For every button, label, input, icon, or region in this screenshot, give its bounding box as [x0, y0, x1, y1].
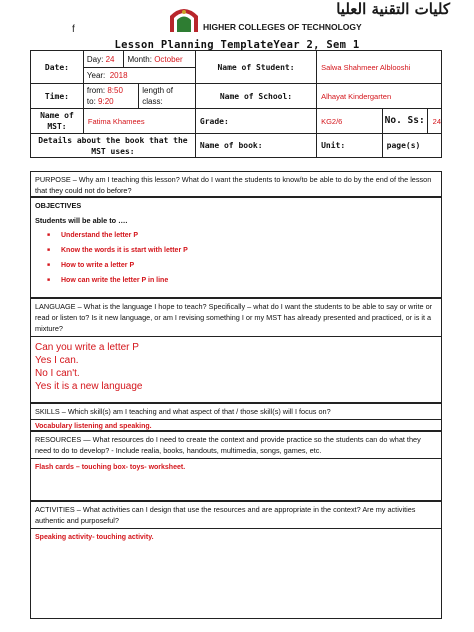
student-label: Name of Student:: [195, 51, 316, 84]
language-line: No I can't.: [35, 368, 80, 379]
mst-value: Fatima Khamees: [83, 109, 195, 134]
logo-emblem-icon: [166, 2, 202, 34]
skills-heading: SKILLS – Which skill(s) am I teaching and what aspect of that / those skill(s) will I focus on?: [31, 404, 441, 420]
lesson-info-table: [30, 50, 442, 158]
objectives-list: [31, 228, 441, 288]
nss-cell: [382, 109, 441, 134]
objective-item: ■ Know the words it is start with letter P: [61, 243, 441, 258]
month-label: Month:: [127, 54, 152, 64]
activities-answer: Speaking activity- touching activity.: [35, 534, 154, 541]
book-name-label: Name of book:: [195, 134, 316, 158]
nss-value: 24: [432, 116, 441, 126]
objective-item: ■ Understand the letter P: [61, 228, 441, 243]
resources-heading: RESOURCES — What resources do I need to create the context and provide practice so the students can do what they need to do to develop? - Include realia, books, handouts, multimedia, songs, games, etc.: [31, 432, 441, 459]
book-details-label: Details about the book that the MST uses:: [31, 134, 196, 158]
resources-section: [30, 431, 442, 501]
language-heading: LANGUAGE – What is the language I hope to teach? Specifically – what do I want the students to be able to say or write or read or listen to? Is it new language, or am I revising something I or my MST has already presented and practiced, or is it a mixture?: [31, 299, 441, 337]
skills-answer: Vocabulary listening and speaking.: [35, 423, 152, 430]
year-label: Year:: [86, 71, 106, 80]
logo-english-text: HIGHER COLLEGES OF TECHNOLOGY: [203, 22, 362, 32]
from-label: from:: [86, 86, 106, 95]
unit-label: Unit:: [317, 134, 383, 158]
date-label: Date:: [31, 51, 84, 84]
date-cell: [83, 51, 195, 84]
document-title: Lesson Planning TemplateYear 2, Sem 1: [114, 39, 360, 51]
mst-label: Name of MST:: [31, 109, 84, 134]
objective-item: ■ How can write the letter P in line: [61, 273, 441, 288]
objective-item: ■ How to write a letter P: [61, 258, 441, 273]
year-value: 2018: [109, 71, 128, 80]
skills-section: [30, 403, 442, 431]
language-line: Can you write a letter P: [35, 342, 139, 353]
school-value: Alhayat Kindergarten: [317, 84, 442, 109]
purpose-section: [30, 171, 442, 197]
language-line: Yes it is a new language: [35, 381, 143, 392]
school-label: Name of School:: [195, 84, 316, 109]
grade-value: KG2/6: [317, 109, 383, 134]
purpose-heading: PURPOSE – Why am I teaching this lesson? What do I want the students to know/to be able to do by the end of the lesson that they could not do before?: [35, 175, 432, 195]
language-answer: [31, 337, 441, 397]
day-label: Day:: [86, 54, 104, 64]
logo-arabic-text: كليات التقنية العليا: [336, 0, 450, 18]
grade-label: Grade:: [195, 109, 316, 134]
nss-label: No. Ss:: [383, 109, 428, 133]
objectives-heading: OBJECTIVES: [35, 201, 82, 210]
objectives-section: [30, 197, 442, 298]
college-logo: [166, 2, 202, 34]
to-value: 9:20: [98, 97, 114, 106]
month-value: October: [154, 54, 183, 64]
resources-answer: Flash cards – touching box- toys- worksheet.: [35, 464, 186, 471]
corner-mark: f: [72, 24, 75, 35]
day-value: 24: [105, 54, 115, 64]
time-cell: [83, 84, 195, 109]
language-section: [30, 298, 442, 403]
from-value: 8:50: [107, 86, 123, 95]
student-value: Salwa Shahmeer Alblooshi: [317, 51, 442, 84]
objectives-intro: Students will be able to ….: [35, 216, 128, 225]
time-label: Time:: [31, 84, 84, 109]
activities-section: [30, 501, 442, 619]
activities-heading: ACTIVITIES – What activities can I design that use the resources and are appropriate in the context? Are my activities authentic and purposeful?: [31, 502, 441, 529]
length-label: length of class:: [142, 86, 173, 106]
language-line: Yes I can.: [35, 355, 79, 366]
pages-label: page(s): [382, 134, 441, 158]
to-label: to:: [86, 97, 96, 106]
